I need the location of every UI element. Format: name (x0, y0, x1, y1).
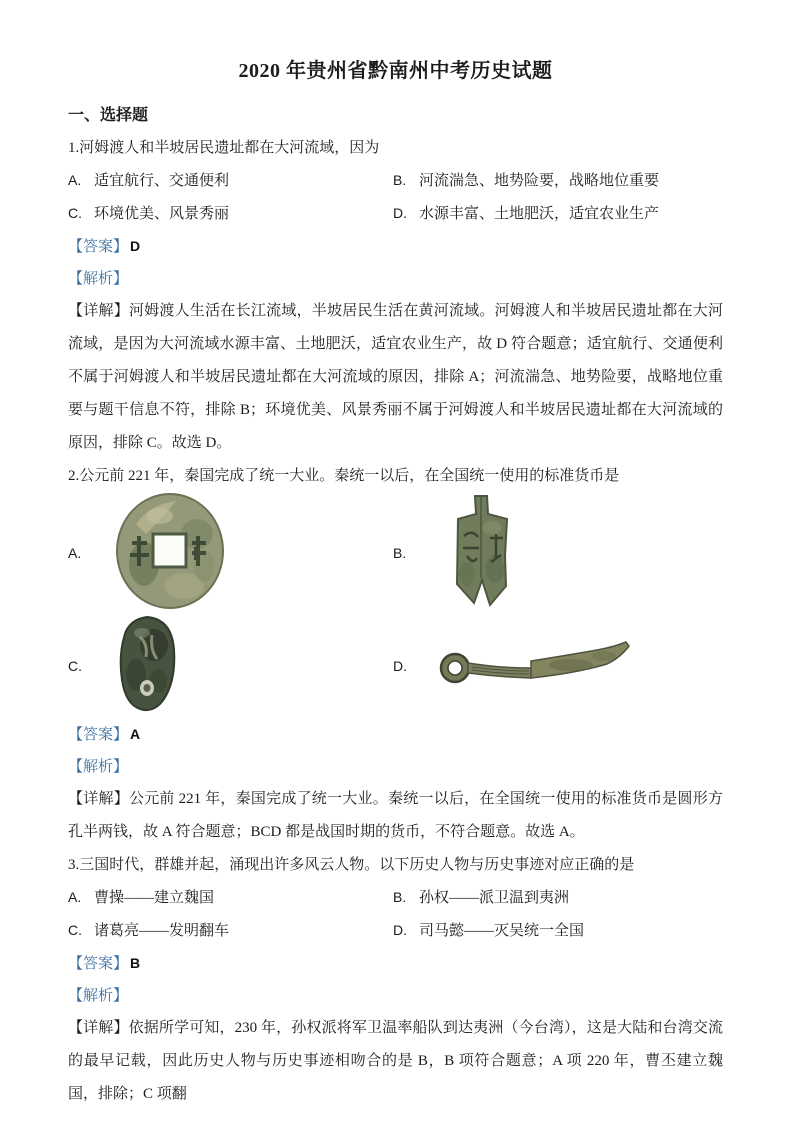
question-1-stem: 1.河姆渡人和半坡居民遗址都在大河流域，因为 (68, 140, 380, 156)
image-option-a (68, 492, 393, 615)
image-option-row-1 (68, 492, 723, 614)
answer-line (68, 718, 723, 751)
option-letter: A. (68, 889, 82, 905)
option-text: 河流湍急、地势险要，战略地位重要 (419, 173, 660, 189)
question-2-image-options (68, 492, 723, 718)
question-2 (68, 460, 723, 849)
section-heading: 一、选择题 (68, 107, 149, 124)
analysis-line (68, 751, 723, 783)
option-text: 司马懿——灭吴统一全国 (419, 923, 585, 939)
question-1-options (68, 164, 723, 230)
answer-line (68, 230, 723, 263)
option-letter: A. (68, 545, 82, 561)
analysis-label: 【解析】 (68, 759, 129, 775)
image-option-row-2 (68, 614, 723, 718)
question-2-explanation: 【详解】公元前 221 年，秦国完成了统一大业。秦统一以后，在全国统一使用的标准货币是圆形方孔半两钱，故 A 符合题意；BCD 都是战国时期的货币，不符合题意。故选 A。 (68, 791, 723, 840)
option-text: 环境优美、风景秀丽 (94, 206, 230, 222)
option-letter: C. (68, 658, 82, 674)
question-3-options (68, 881, 723, 947)
image-option-d (393, 641, 631, 692)
question-3 (68, 849, 723, 1111)
answer-value: A (130, 726, 141, 742)
question-2-stem: 2.公元前 221 年，秦国完成了统一大业。秦统一以后，在全国统一使用的标准货币是 (68, 468, 620, 484)
page-title: 2020 年贵州省黔南州中考历史试题 (238, 60, 553, 82)
option-a (68, 881, 393, 914)
option-text: 孙权——派卫温到夷洲 (419, 890, 570, 906)
option-letter: C. (68, 205, 82, 221)
image-option-c (68, 615, 393, 718)
option-b (393, 164, 723, 197)
option-letter: C. (68, 922, 82, 938)
analysis-label: 【解析】 (68, 988, 129, 1004)
answer-label: 【答案】 (68, 239, 129, 255)
option-b (393, 881, 723, 914)
analysis-line (68, 980, 723, 1012)
ant-nose-coin-image (114, 615, 180, 718)
option-d (393, 914, 723, 947)
option-text: 诸葛亮——发明翻车 (94, 923, 230, 939)
answer-label: 【答案】 (68, 727, 129, 743)
question-1 (68, 132, 723, 460)
option-letter: B. (393, 545, 407, 561)
question-3-explanation: 【详解】依据所学可知，230 年，孙权派将军卫温率船队到达夷洲（今台湾），这是大陆和台湾交流的最早记载，因此历史人物与历史事迹相吻合的是 B，B 项符合题意；A 项 220 年，曹丕建立魏国，排除；C 项翻 (68, 1020, 723, 1102)
round-coin-square-hole-image (114, 492, 226, 615)
option-letter: D. (393, 205, 407, 221)
answer-label: 【答案】 (68, 956, 129, 972)
option-letter: D. (393, 922, 407, 938)
spade-coin-image (445, 494, 517, 613)
option-c (68, 197, 393, 230)
image-option-b (393, 494, 517, 613)
option-text: 曹操——建立魏国 (94, 890, 215, 906)
option-text: 适宜航行、交通便利 (94, 173, 230, 189)
option-text: 水源丰富、土地肥沃，适宜农业生产 (419, 206, 660, 222)
question-3-stem: 3.三国时代，群雄并起，涌现出许多风云人物。以下历史人物与历史事迹对应正确的是 (68, 857, 635, 873)
option-letter: B. (393, 172, 407, 188)
analysis-line (68, 263, 723, 295)
answer-value: D (130, 238, 141, 254)
question-1-explanation: 【详解】河姆渡人生活在长江流域，半坡居民生活在黄河流域。河姆渡人和半坡居民遗址都在大河流域，是因为大河流域水源丰富、土地肥沃，适宜农业生产，故 D 符合题意；适宜航行、交通便利不属于河姆渡人和半坡居民遗址都在大河流域的原因，排除 A；河流湍急、地势险要，战略地位重要与题干信息不符，排除 B；环境优美、风景秀丽不属于河姆渡人和半坡居民遗址都在大河流域的原因，排除 C。故选 D。 (68, 303, 723, 451)
analysis-label: 【解析】 (68, 271, 129, 287)
option-c (68, 914, 393, 947)
answer-line (68, 947, 723, 980)
option-letter: D. (393, 658, 407, 674)
option-letter: A. (68, 172, 82, 188)
option-d (393, 197, 723, 230)
answer-value: B (130, 955, 141, 971)
option-letter: B. (393, 889, 407, 905)
knife-coin-image (439, 641, 631, 692)
option-a (68, 164, 393, 197)
